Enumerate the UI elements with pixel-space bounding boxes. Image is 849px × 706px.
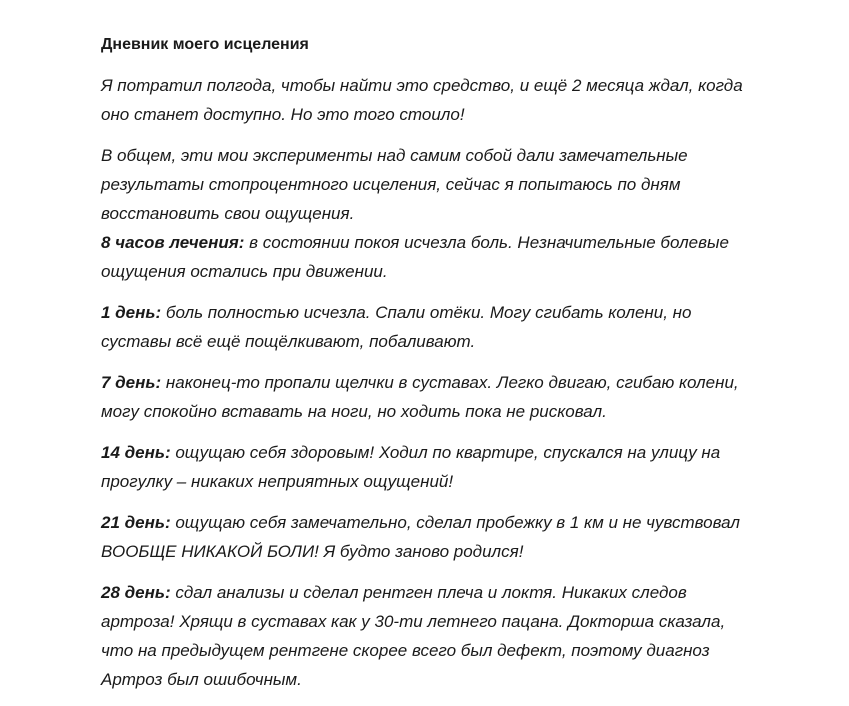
diary-article [101, 35, 761, 706]
diary-entry-day-7 [101, 368, 761, 426]
entry-text: ощущаю себя замечательно, сделал пробежку в 1 км и не чувствовал ВООБЩЕ НИКАКОЙ БОЛИ! Я будто заново родился! [101, 513, 740, 561]
entry-label: 14 день: [101, 443, 171, 462]
intro-paragraph-2: В общем, эти мои эксперименты над самим собой дали замечательные результаты стопроцентного исцеления, сейчас я попытаюсь по дням восстановить свои ощущения. [101, 146, 688, 223]
entry-text: ощущаю себя здоровым! Ходил по квартире, спускался на улицу на прогулку – никаких неприятных ощущений! [101, 443, 721, 491]
diary-entry-day-28 [101, 578, 761, 694]
intro-paragraph-1: Я потратил полгода, чтобы найти это средство, и ещё 2 месяца ждал, когда оно станет доступно. Но это того стоило! [101, 76, 743, 124]
entry-label: 21 день: [101, 513, 171, 532]
entry-text: в состоянии покоя исчезла боль. Незначительные болевые ощущения остались при движении. [101, 233, 729, 281]
diary-entry-day-14 [101, 438, 761, 496]
entry-label: 1 день: [101, 303, 162, 322]
entry-text: сдал анализы и сделал рентген плеча и локтя. Никаких следов артроза! Хрящи в суставах как у 30-ти летнего пацана. Докторша сказала, что на предыдущем рентгене скорее всего был дефект, поэтому диагноз Артроз был ошибочным. [101, 583, 726, 689]
entry-label: 8 часов лечения: [101, 233, 245, 252]
entry-text: боль полностью исчезла. Спали отёки. Могу сгибать колени, но суставы всё ещё пощёлкивают, побаливают. [101, 303, 692, 351]
entry-text: наконец-то пропали щелчки в суставах. Легко двигаю, сгибаю колени, могу спокойно вставать на ноги, но ходить пока не рисковал. [101, 373, 739, 421]
diary-title: Дневник моего исцеления [101, 36, 309, 53]
entry-label: 28 день: [101, 583, 171, 602]
diary-entry-day-21 [101, 508, 761, 566]
diary-entry-8-hours [101, 228, 761, 286]
entry-label: 7 день: [101, 373, 162, 392]
diary-entry-day-1 [101, 298, 761, 356]
